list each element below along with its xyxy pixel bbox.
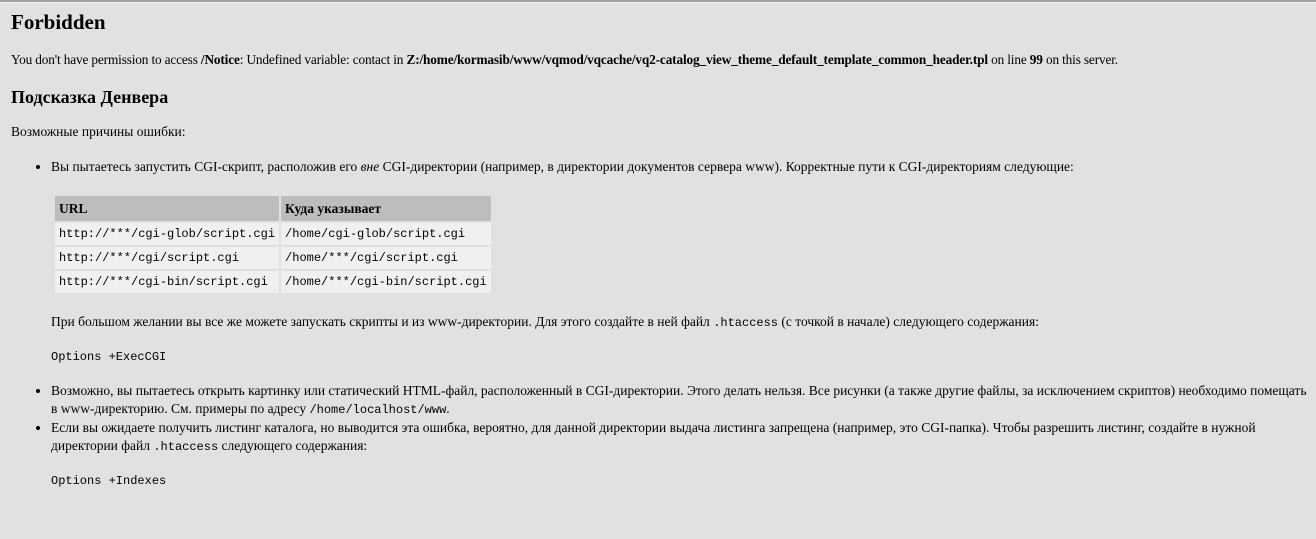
htaccess-filename: .htaccess xyxy=(153,440,219,454)
table-cell-url: http://***/cgi/script.cgi xyxy=(55,247,279,269)
cgi-paths-table xyxy=(53,194,493,295)
cause-2-text-after: . xyxy=(446,401,450,416)
notice-path: Z:/home/kormasib/www/vqmod/vqcache/vq2-catalog_view_theme_default_template_common_header.tpl xyxy=(406,52,988,67)
table-cell-target: /home/***/cgi-bin/script.cgi xyxy=(281,271,491,293)
table-cell-url: http://***/cgi-glob/script.cgi xyxy=(55,223,279,245)
notice-text: : Undefined variable: contact in xyxy=(239,52,407,67)
causes-list xyxy=(11,158,1311,490)
cause-item-directory-listing xyxy=(51,419,1311,490)
header-target: Куда указывает xyxy=(281,196,491,221)
table-header-row xyxy=(55,196,491,221)
cause-3-text-after: следующего содержания: xyxy=(218,438,368,453)
page-title: Forbidden xyxy=(11,10,106,34)
message-prefix: You don't have permission to access xyxy=(11,52,201,67)
notice-label: /Notice xyxy=(200,52,240,67)
indexes-snippet: Options +Indexes xyxy=(51,474,167,488)
error-page xyxy=(11,6,1311,506)
message-suffix: on this server. xyxy=(1042,52,1118,67)
error-message xyxy=(11,51,1311,69)
exec-cgi-snippet: Options +ExecCGI xyxy=(51,350,167,364)
localhost-www-path: /home/localhost/www xyxy=(309,403,447,417)
cause-1-emphasis: вне xyxy=(360,159,380,174)
cause-1-text-before: Вы пытаетесь запустить CGI-скрипт, расположив его xyxy=(51,159,361,174)
line-number: 99 xyxy=(1029,52,1043,67)
table-row xyxy=(55,271,491,293)
header-url: URL xyxy=(55,196,279,221)
htaccess-instruction xyxy=(51,313,1311,332)
on-line-text: on line xyxy=(987,52,1030,67)
hint-heading: Подсказка Денвера xyxy=(11,87,169,107)
table-cell-url: http://***/cgi-bin/script.cgi xyxy=(55,271,279,293)
cause-1-text-after: CGI-директории (например, в директории документов сервера www). Корректные пути к CGI-директориям следующие: xyxy=(379,159,1074,174)
instruction-text-after: (с точкой в начале) следующего содержания: xyxy=(778,314,1039,329)
table-cell-target: /home/***/cgi/script.cgi xyxy=(281,247,491,269)
cause-3-text-before: Если вы ожидаете получить листинг каталога, но выводится эта ошибка, вероятно, для данной директории выдача листинга запрещена (например, это CGI-папка). Чтобы разрешить листинг, создайте в нужной директории файл xyxy=(51,420,1256,453)
table-row xyxy=(55,223,491,245)
htaccess-filename: .htaccess xyxy=(713,316,778,330)
table-cell-target: /home/cgi-glob/script.cgi xyxy=(281,223,491,245)
cause-1-text xyxy=(51,159,1074,174)
top-border-line xyxy=(0,0,1316,3)
table-row xyxy=(55,247,491,269)
instruction-text-before: При большом желании вы все же можете запускать скрипты и из www-директории. Для этого создайте в ней файл xyxy=(51,314,714,329)
cause-2-text-before: Возможно, вы пытаетесь открыть картинку или статический HTML-файл, расположенный в CGI-директории. Этого делать нельзя. Все рисунки (а также другие файлы, за исключением скриптов) необходимо помещать в www-директорию. См. примеры по адресу xyxy=(51,383,1307,416)
cause-item-cgi-location xyxy=(51,158,1311,366)
causes-label: Возможные причины ошибки: xyxy=(11,124,186,139)
cause-item-static-file xyxy=(51,382,1311,419)
